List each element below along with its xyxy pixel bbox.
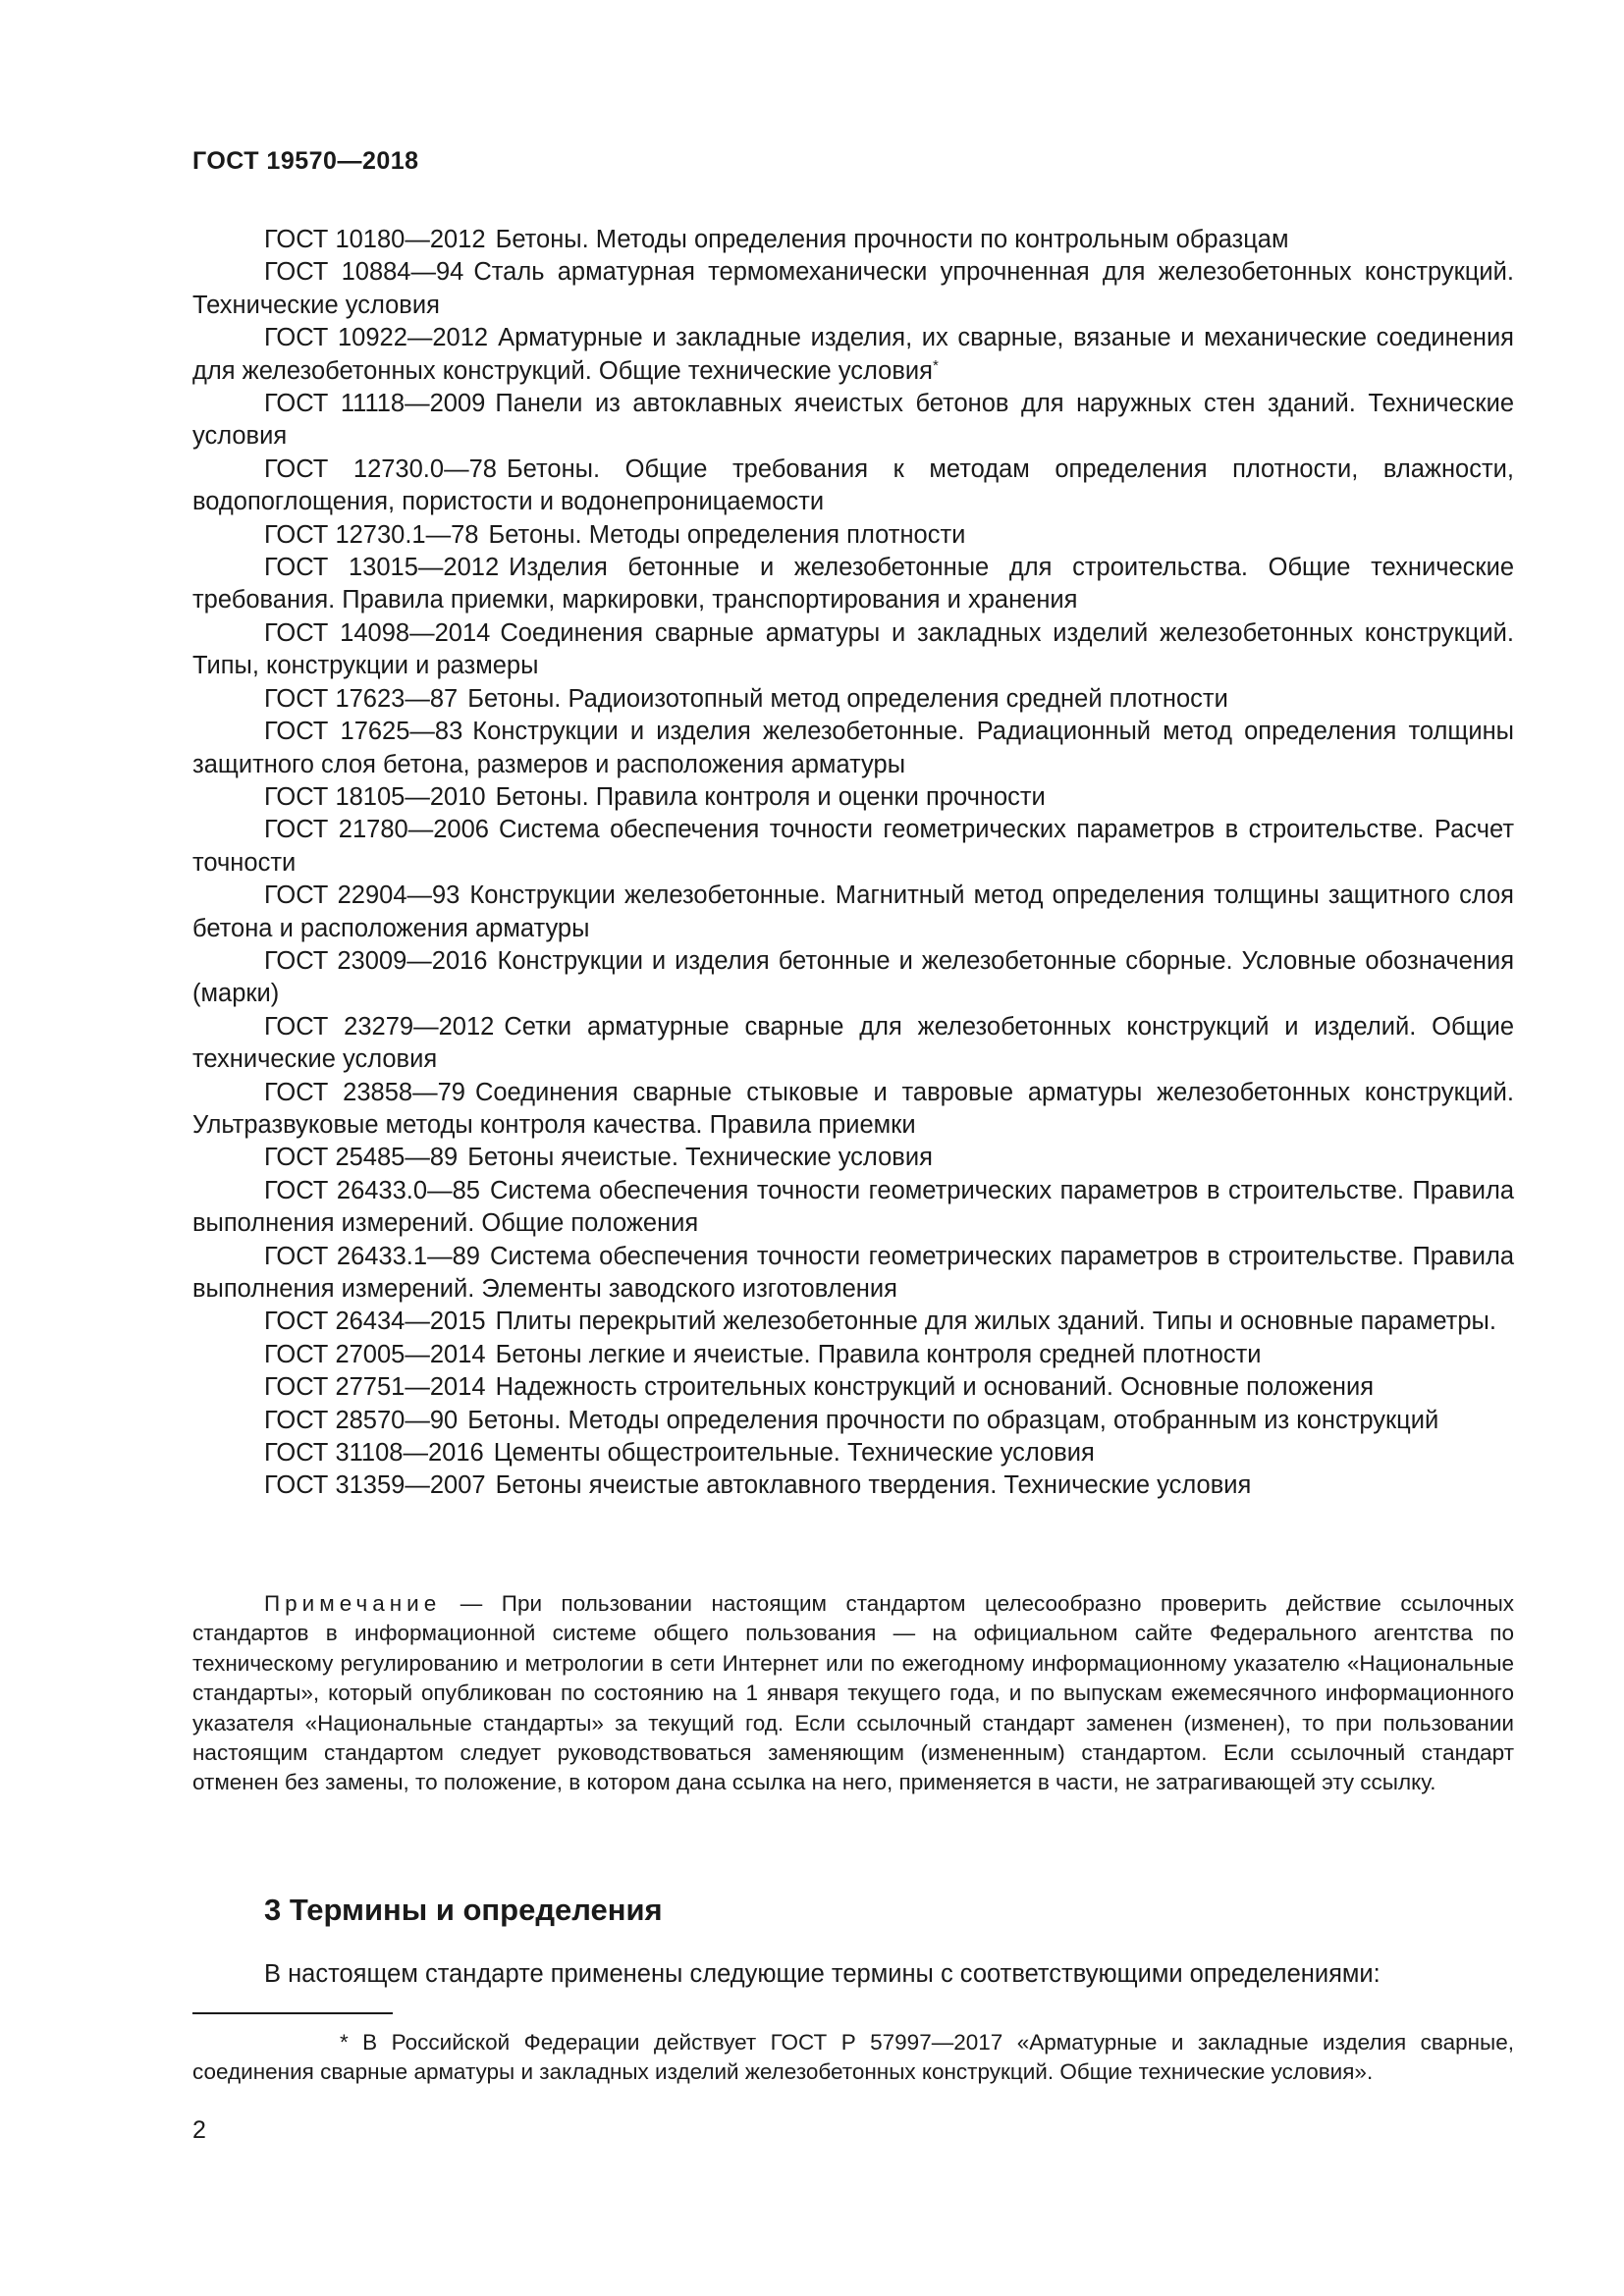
reference-title: Соединения сварные арматуры и закладных изделий железобетонных конструкций. Типы, конструкции и размеры <box>192 618 1514 680</box>
document-header: ГОСТ 19570—2018 <box>192 147 419 175</box>
reference-code: ГОСТ 26433.1—89 <box>264 1242 480 1270</box>
reference-title: Арматурные и закладные изделия, их сварные, вязаные и механические соединения для железобетонных конструкций. Общие технические условия <box>192 324 1514 385</box>
reference-title: Бетоны. Правила контроля и оценки прочности <box>495 782 1046 811</box>
reference-item <box>192 256 1514 322</box>
reference-item <box>192 1339 1514 1371</box>
reference-title: Сталь арматурная термомеханически упрочненная для железобетонных конструкций. Технические условия <box>192 258 1514 319</box>
reference-item <box>192 1175 1514 1241</box>
reference-title: Конструкции железобетонные. Магнитный метод определения толщины защитного слоя бетона и расположения арматуры <box>192 881 1514 942</box>
reference-title: Бетоны ячеистые автоклавного твердения. Технические условия <box>495 1471 1252 1500</box>
reference-title: Система обеспечения точности геометрических параметров в строительстве. Правила выполнения измерений. Элементы заводского изготовления <box>192 1242 1515 1303</box>
reference-code: ГОСТ 23858—79 <box>264 1078 465 1106</box>
reference-code: ГОСТ 18105—2010 <box>264 782 486 811</box>
page-number: 2 <box>192 2116 206 2144</box>
reference-title: Плиты перекрытий железобетонные для жилых зданий. Типы и основные параметры. <box>495 1308 1496 1336</box>
reference-title: Конструкции и изделия бетонные и железобетонные сборные. Условные обозначения (марки) <box>192 946 1515 1008</box>
reference-item <box>192 1142 1514 1174</box>
reference-title: Бетоны. Методы определения прочности по образцам, отобранным из конструкций <box>467 1406 1439 1434</box>
reference-code: ГОСТ 22904—93 <box>264 881 460 910</box>
reference-code: ГОСТ 26433.0—85 <box>264 1176 480 1204</box>
reference-title: Бетоны. Радиоизотопный метод определения средней плотности <box>467 684 1228 713</box>
reference-code: ГОСТ 28570—90 <box>264 1406 459 1434</box>
reference-item <box>192 617 1514 683</box>
footnote-divider <box>192 2012 393 2014</box>
reference-item <box>192 1011 1514 1077</box>
reference-title: Система обеспечения точности геометрических параметров в строительстве. Расчет точности <box>192 816 1515 877</box>
reference-item <box>192 1371 1514 1404</box>
section-title: 3 Термины и определения <box>264 1893 663 1927</box>
reference-item <box>192 388 1514 454</box>
reference-item <box>192 1405 1514 1437</box>
reference-title: Бетоны ячеистые. Технические условия <box>467 1144 933 1172</box>
reference-code: ГОСТ 23279—2012 <box>264 1012 495 1041</box>
reference-code: ГОСТ 10180—2012 <box>264 226 486 253</box>
reference-title: Бетоны. Методы определения плотности <box>488 520 966 549</box>
reference-code: ГОСТ 10884—94 <box>264 258 464 287</box>
reference-item <box>192 1306 1514 1338</box>
reference-title: Цементы общестроительные. Технические условия <box>493 1439 1095 1468</box>
reference-code: ГОСТ 26434—2015 <box>264 1308 486 1336</box>
footnote-mark: * <box>932 356 939 374</box>
reference-code: ГОСТ 11118—2009 <box>264 390 486 418</box>
reference-title: Бетоны. Методы определения прочности по контрольным образцам <box>495 226 1289 253</box>
reference-item <box>192 716 1514 781</box>
reference-item <box>192 880 1514 945</box>
reference-code: ГОСТ 12730.1—78 <box>264 520 479 549</box>
reference-code: ГОСТ 27751—2014 <box>264 1373 486 1402</box>
reference-code: ГОСТ 14098—2014 <box>264 618 491 647</box>
reference-title: Система обеспечения точности геометрических параметров в строительстве. Правила выполнения измерений. Общие положения <box>192 1176 1515 1238</box>
reference-title: Соединения сварные стыковые и тавровые арматуры железобетонных конструкций. Ультразвуковые методы контроля качества. Правила приемки <box>192 1078 1514 1139</box>
note-paragraph <box>192 1589 1514 1798</box>
reference-code: ГОСТ 27005—2014 <box>264 1340 486 1368</box>
reference-item <box>192 1077 1514 1143</box>
reference-code: ГОСТ 17625—83 <box>264 718 463 746</box>
reference-code: ГОСТ 13015—2012 <box>264 554 500 582</box>
reference-item <box>192 1437 1514 1469</box>
reference-title: Панели из автоклавных ячеистых бетонов для наружных стен зданий. Технические условия <box>192 390 1515 451</box>
reference-item <box>192 519 1514 552</box>
normative-references-list <box>192 224 1514 1503</box>
reference-item <box>192 945 1514 1011</box>
reference-title: Конструкции и изделия железобетонные. Радиационный метод определения толщины защитного слоя бетона, размеров и расположения арматуры <box>192 718 1514 778</box>
reference-item <box>192 814 1514 880</box>
reference-code: ГОСТ 17623—87 <box>264 684 459 713</box>
footnote: * В Российской Федерации действует ГОСТ Р 57997—2017 «Арматурные и закладные изделия сварные, соединения сварные арматуры и закладных изделий железобетонных конструкций. Общие технические условия». <box>192 2030 1514 2085</box>
reference-code: ГОСТ 25485—89 <box>264 1144 459 1172</box>
reference-item <box>192 454 1514 519</box>
note-text: — При пользовании настоящим стандартом целесообразно проверить действие ссылочных стандартов в информационной системе общего пользования — на официальном сайте Федерального агентства по техническому регулированию и метрологии в сети Интернет или по ежегодному информационному указателю «Национальные стандарты», который опубликован по состоянию на 1 января текущего года, и по выпускам ежемесячного информационного указателя «Национальные стандарты» за текущий год. Если ссылочный стандарт заменен (изменен), то при пользовании настоящим стандартом следует руководствоваться заменяющим (измененным) стандартом. Если ссылочный стандарт отменен без замены, то положение, в котором дана ссылка на него, применяется в части, не затрагивающей эту ссылку. <box>192 1591 1514 1795</box>
reference-code: ГОСТ 10922—2012 <box>264 324 489 352</box>
note-label: Примечание <box>264 1591 442 1616</box>
reference-code: ГОСТ 31359—2007 <box>264 1471 486 1500</box>
reference-title: Бетоны. Общие требования к методам определения плотности, влажности, водопоглощения, пористости и водонепроницаемости <box>192 454 1515 516</box>
reference-code: ГОСТ 23009—2016 <box>264 946 488 975</box>
reference-item <box>192 322 1514 388</box>
reference-code: ГОСТ 21780—2006 <box>264 816 489 844</box>
reference-code: ГОСТ 12730.0—78 <box>264 454 497 483</box>
reference-item <box>192 1469 1514 1502</box>
reference-code: ГОСТ 31108—2016 <box>264 1439 484 1468</box>
section-intro: В настоящем стандарте применены следующие термины с соответствующими определениями: <box>264 1960 1380 1988</box>
reference-item <box>192 552 1514 617</box>
reference-title: Сетки арматурные сварные для железобетонных конструкций и изделий. Общие технические условия <box>192 1012 1514 1074</box>
reference-item <box>192 781 1514 814</box>
reference-item <box>192 683 1514 716</box>
reference-item <box>192 224 1514 256</box>
reference-item <box>192 1241 1514 1307</box>
reference-title: Бетоны легкие и ячеистые. Правила контроля средней плотности <box>495 1340 1262 1368</box>
reference-title: Изделия бетонные и железобетонные для строительства. Общие технические требования. Правила приемки, маркировки, транспортирования и хранения <box>192 554 1514 614</box>
reference-title: Надежность строительных конструкций и оснований. Основные положения <box>495 1373 1375 1402</box>
